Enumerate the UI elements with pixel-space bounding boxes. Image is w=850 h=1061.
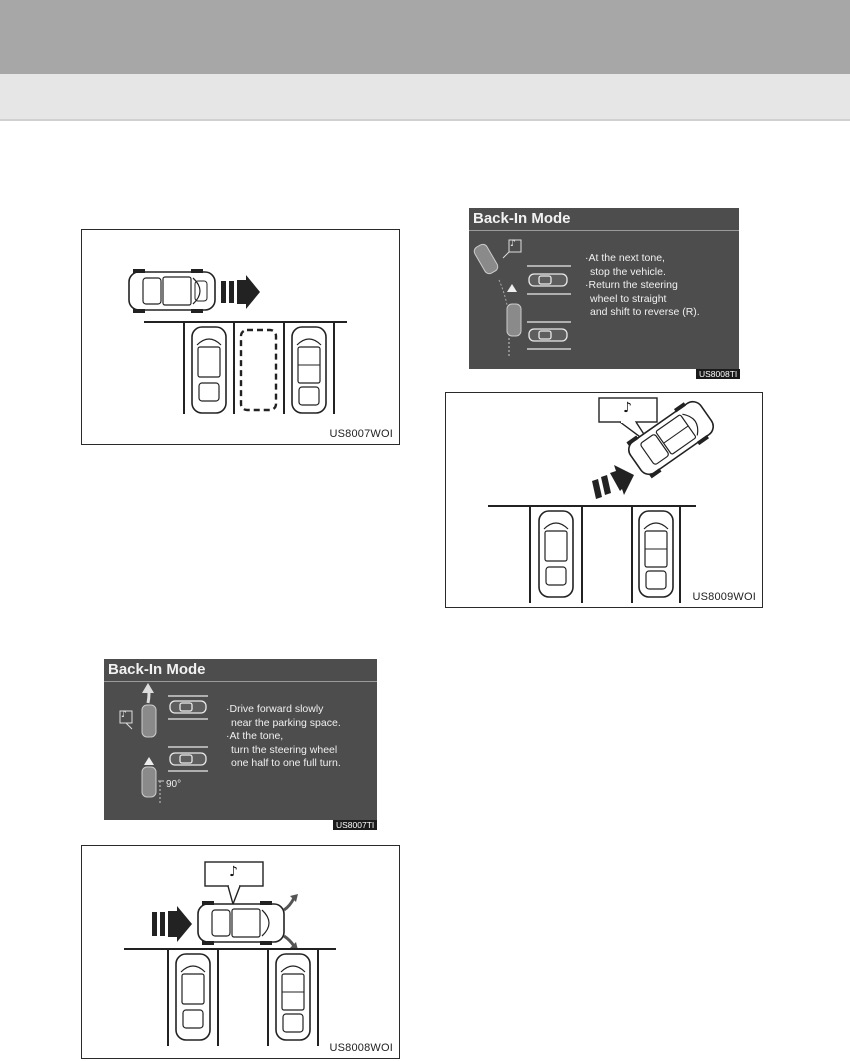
screen-title: Back-In Mode	[473, 210, 571, 227]
target-space-outline	[241, 330, 276, 410]
instruction-text	[226, 703, 341, 771]
turning-car-icon	[198, 894, 298, 950]
tone-turn-diagram	[82, 846, 401, 1060]
back-in-mode-screen-2	[469, 208, 739, 369]
angle-label: 90°	[166, 779, 182, 790]
instruction-line: near the parking space.	[231, 716, 341, 729]
instruction-line: ·At the tone,	[226, 730, 284, 742]
vehicle-path-icon	[142, 683, 164, 805]
screen-code: US8007TI	[333, 820, 377, 830]
parked-car-icon	[527, 266, 571, 294]
instruction-line: ·Return the steering	[585, 279, 678, 291]
parked-car-icon	[539, 511, 573, 597]
header-divider	[0, 119, 850, 121]
parked-car-icon	[192, 327, 226, 413]
instruction-line: turn the steering wheel	[231, 743, 338, 756]
instruction-line: wheel to straight	[590, 292, 667, 305]
figure-code: US8007WOI	[329, 428, 393, 440]
tone-symbol: ♪	[510, 239, 516, 249]
motion-arrow-icon	[152, 906, 192, 942]
instruction-line: and shift to reverse (R).	[590, 306, 700, 318]
header-band	[0, 0, 850, 74]
instruction-text	[585, 252, 700, 320]
figure-approach-parking	[81, 229, 400, 445]
figure-code: US8009WOI	[692, 591, 756, 603]
tone-symbol: ♪	[623, 400, 632, 416]
back-in-mode-screen-1	[104, 659, 377, 820]
tone-symbol: ♪	[121, 710, 127, 720]
instruction-line: ·At the next tone,	[585, 252, 665, 264]
approach-diagram	[82, 230, 401, 446]
motion-arrow-icon	[592, 465, 634, 499]
screen-code: US8008TI	[696, 369, 740, 379]
instruction-line: one half to one full turn.	[231, 757, 341, 769]
figure-code: US8008WOI	[329, 1042, 393, 1054]
parked-car-icon	[168, 696, 208, 719]
moving-car-icon	[129, 269, 215, 313]
stop-reverse-diagram	[446, 393, 764, 609]
tone-symbol: ♪	[229, 864, 238, 880]
instruction-line: stop the vehicle.	[590, 265, 666, 278]
screen-title: Back-In Mode	[108, 661, 206, 678]
parked-car-icon	[276, 954, 310, 1040]
motion-arrow-icon	[221, 275, 260, 309]
figure-stop-reverse	[445, 392, 763, 608]
vehicle-path-icon	[472, 243, 521, 358]
subheader-band	[0, 74, 850, 119]
instruction-line: ·Drive forward slowly	[226, 703, 324, 715]
parked-car-icon	[176, 954, 210, 1040]
figure-tone-turn	[81, 845, 400, 1059]
parked-car-icon	[639, 511, 673, 597]
parked-car-icon	[292, 327, 326, 413]
parked-car-icon	[527, 322, 571, 349]
parked-car-icon	[168, 747, 208, 771]
